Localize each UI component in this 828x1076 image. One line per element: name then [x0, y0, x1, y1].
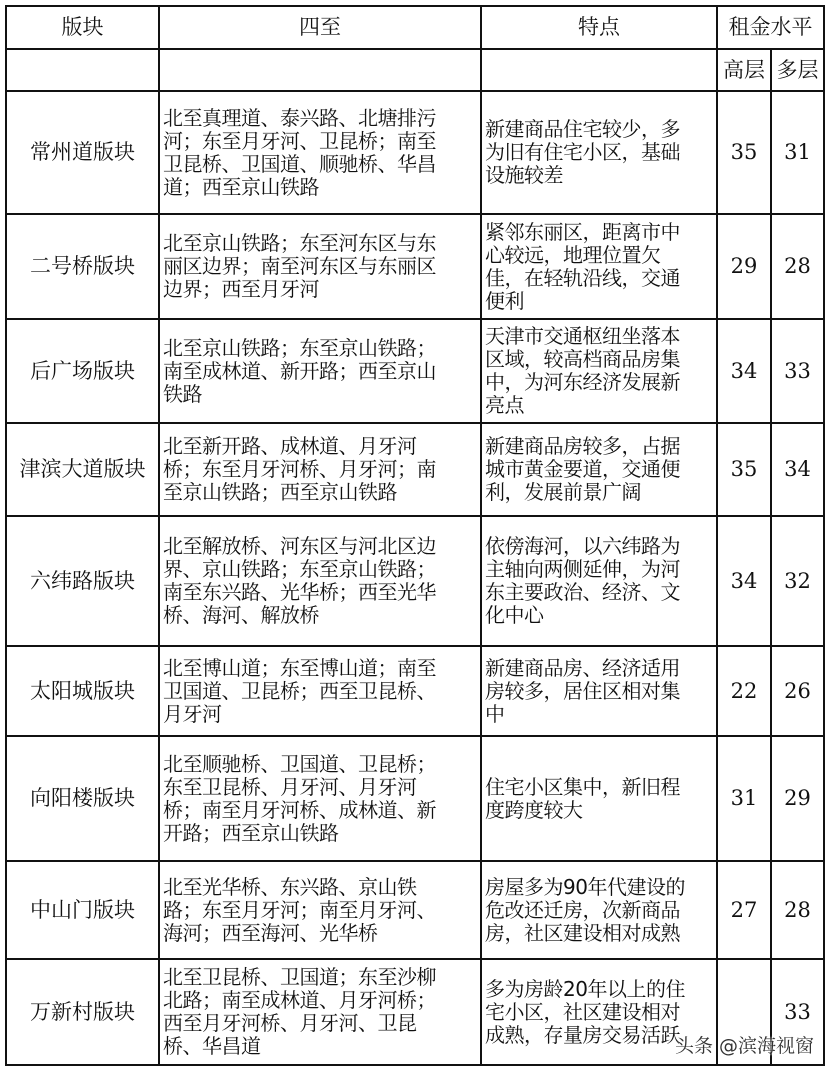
table-row	[6, 319, 824, 423]
rent-multi-storey: 29	[771, 736, 824, 861]
block-name: 二号桥版块	[6, 214, 159, 319]
bounds-line: 界、京山铁路；东至京山铁路；	[163, 557, 436, 581]
bounds-line: 北至顺驰桥、卫国道、卫昆桥；	[163, 751, 436, 776]
rent-high-rise: 34	[717, 319, 771, 423]
block-name: 六纬路版块	[6, 516, 159, 646]
block-name: 后广场版块	[6, 319, 159, 423]
block-bounds	[159, 319, 481, 423]
features-line: 设施较差	[485, 163, 563, 187]
header-block: 版块	[6, 6, 159, 49]
table-row	[6, 91, 824, 214]
block-bounds	[159, 646, 481, 736]
bounds-line: 北至光华桥、东兴路、京山铁	[163, 874, 417, 899]
block-features	[481, 736, 717, 861]
header-features: 特点	[481, 6, 717, 49]
bounds-line: 丽区边界；南至河东区与东丽区	[163, 254, 436, 278]
bounds-line: 桥、海河、解放桥	[163, 603, 319, 627]
features-line: 多为房龄20年以上的住	[485, 976, 685, 1001]
bounds-line: 开路；西至京山铁路	[163, 820, 339, 845]
bounds-line: 道；西至京山铁路	[163, 174, 319, 199]
bounds-line: 铁路	[163, 381, 202, 406]
rent-high-rise: 22	[717, 646, 771, 736]
rent-high-rise: 29	[717, 214, 771, 319]
features-line: 成熟，存量房交易活跃	[485, 1022, 680, 1047]
rent-high-rise: 35	[717, 423, 771, 516]
bounds-line: 路；东至月牙河；南至月牙河、	[163, 897, 436, 922]
features-line: 住宅小区集中，新旧程	[485, 774, 680, 799]
bounds-line: 桥、华昌道	[163, 1034, 261, 1058]
block-features	[481, 91, 717, 214]
table-row	[6, 646, 824, 736]
block-features	[481, 319, 717, 423]
bounds-line: 卫国道、卫昆桥；西至卫昆桥、	[163, 678, 436, 703]
rent-multi-storey: 31	[771, 91, 824, 214]
bounds-line: 北至京山铁路；东至河东区与东	[163, 231, 436, 255]
bounds-line: 边界；西至月牙河	[163, 277, 319, 301]
features-line: 新建商品住宅较少，多	[485, 117, 680, 141]
block-bounds	[159, 736, 481, 861]
rent-multi-storey: 28	[771, 861, 824, 959]
empty-cell	[481, 49, 717, 91]
features-line: 亮点	[485, 393, 524, 417]
rent-multi-storey: 33	[771, 319, 824, 423]
bounds-line: 西至月牙河桥、月牙河、卫昆	[163, 1011, 417, 1035]
bounds-line: 北路；南至成林道、月牙河桥；	[163, 988, 436, 1012]
block-name: 中山门版块	[6, 861, 159, 959]
block-bounds	[159, 861, 481, 959]
bounds-line: 北至卫昆桥、卫国道；东至沙柳	[163, 965, 436, 989]
bounds-line: 南至成林道、新开路；西至京山	[163, 358, 436, 383]
bounds-line: 北至真理道、泰兴路、北塘排污	[163, 105, 436, 130]
bounds-line: 桥；南至月牙河桥、成林道、新	[163, 797, 436, 822]
features-line: 中	[485, 701, 505, 726]
header-bounds: 四至	[159, 6, 481, 49]
rent-high-rise: 31	[717, 736, 771, 861]
bounds-line: 北至解放桥、河东区与河北区边	[163, 534, 436, 558]
bounds-line: 至京山铁路；西至京山铁路	[163, 480, 397, 504]
subheader-row	[6, 49, 824, 91]
features-line: 宅小区，社区建设相对	[485, 999, 680, 1024]
features-line: 为旧有住宅小区，基础	[485, 140, 680, 164]
block-name: 津滨大道版块	[6, 423, 159, 516]
rental-blocks-table	[5, 5, 825, 1066]
block-name: 太阳城版块	[6, 646, 159, 736]
block-bounds	[159, 91, 481, 214]
rent-multi-storey: 33	[771, 959, 824, 1065]
bounds-line: 卫昆桥、卫国道、顺驰桥、华昌	[163, 151, 436, 176]
bounds-line: 河；东至月牙河、卫昆桥；南至	[163, 128, 436, 153]
block-name: 常州道版块	[6, 91, 159, 214]
header-high-rise: 高层	[717, 49, 771, 91]
features-line: 化中心	[485, 603, 544, 627]
features-line: 便利	[485, 288, 524, 313]
features-line: 城市黄金要道，交通便	[485, 457, 680, 481]
header-row	[6, 6, 824, 49]
features-line: 新建商品房较多，占据	[485, 434, 680, 458]
features-line: 佳，在轻轨沿线，交通	[485, 265, 680, 290]
features-line: 利，发展前景广阔	[485, 480, 641, 504]
features-line: 中，为河东经济发展新	[485, 370, 680, 394]
block-features	[481, 423, 717, 516]
features-line: 新建商品房、经济适用	[485, 655, 680, 680]
rent-high-rise: 27	[717, 861, 771, 959]
bounds-line: 桥；东至月牙河桥、月牙河；南	[163, 457, 436, 481]
block-name: 万新村版块	[6, 959, 159, 1065]
header-rent: 租金水平	[717, 6, 824, 49]
features-line: 房屋多为90年代建设的	[485, 874, 685, 899]
header-multi-storey: 多层	[771, 49, 824, 91]
rent-multi-storey: 28	[771, 214, 824, 319]
empty-cell	[159, 49, 481, 91]
table-row	[6, 516, 824, 646]
table-row	[6, 861, 824, 959]
bounds-line: 北至新开路、成林道、月牙河	[163, 434, 417, 458]
features-line: 心较远，地理位置欠	[485, 242, 661, 267]
bounds-line: 月牙河	[163, 701, 222, 726]
table-row	[6, 423, 824, 516]
rent-multi-storey: 34	[771, 423, 824, 516]
rent-multi-storey: 26	[771, 646, 824, 736]
block-bounds	[159, 959, 481, 1065]
block-name: 向阳楼版块	[6, 736, 159, 861]
block-features	[481, 861, 717, 959]
table-row	[6, 214, 824, 319]
block-features	[481, 646, 717, 736]
rent-high-rise: 35	[717, 91, 771, 214]
block-bounds	[159, 423, 481, 516]
features-line: 紧邻东丽区，距离市中	[485, 219, 680, 244]
bounds-line: 海河；西至海河、光华桥	[163, 920, 378, 945]
empty-cell	[6, 49, 159, 91]
bounds-line: 北至京山铁路；东至京山铁路；	[163, 335, 436, 360]
features-line: 危改还迁房，次新商品	[485, 897, 680, 922]
rent-high-rise: 34	[717, 516, 771, 646]
table-row	[6, 736, 824, 861]
bounds-line: 东至卫昆桥、月牙河、月牙河	[163, 774, 417, 799]
watermark: 头条 @滨海视窗	[674, 1035, 814, 1057]
features-line: 东主要政治、经济、文	[485, 580, 680, 604]
block-features	[481, 214, 717, 319]
features-line: 天津市交通枢纽坐落本	[485, 324, 680, 348]
bounds-line: 南至东兴路、光华桥；西至光华	[163, 580, 436, 604]
features-line: 主轴向两侧延伸，为河	[485, 557, 680, 581]
features-line: 房较多，居住区相对集	[485, 678, 680, 703]
features-line: 房，社区建设相对成熟	[485, 920, 680, 945]
bounds-line: 北至博山道；东至博山道；南至	[163, 655, 436, 680]
block-features	[481, 516, 717, 646]
rent-multi-storey: 32	[771, 516, 824, 646]
features-line: 依傍海河，以六纬路为	[485, 534, 680, 558]
block-bounds	[159, 516, 481, 646]
block-bounds	[159, 214, 481, 319]
features-line: 区域，较高档商品房集	[485, 347, 680, 371]
features-line: 度跨度较大	[485, 797, 583, 822]
